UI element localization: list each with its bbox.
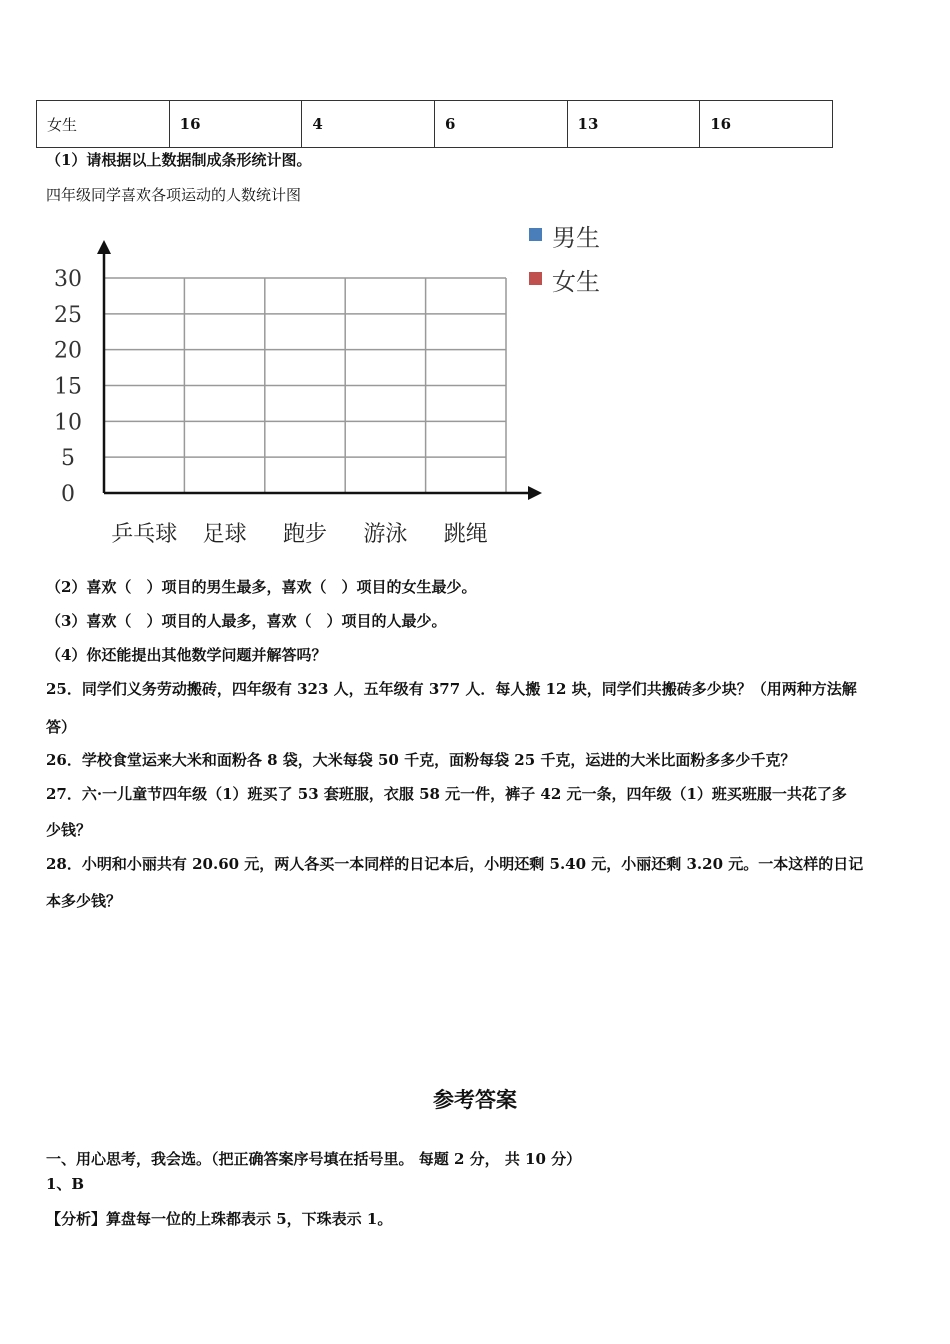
problem-25: 25．同学们义务劳动搬砖，四年级有 323 人，五年级有 377 人．每人搬 12 块，同学们共搬砖多少块？（用两种方法解 <box>46 680 857 698</box>
problem-27: 27．六·一儿童节四年级（1）班买了 53 套班服，衣服 58 元一件，裤子 42 元一条，四年级（1）班买班服一共花了多 <box>46 785 847 803</box>
y-tick-label: 30 <box>54 267 82 292</box>
problem-25-cont: 答） <box>46 718 77 736</box>
table-cell: 13 <box>567 101 700 148</box>
blank-bar-chart <box>0 0 950 570</box>
answers-section: 一、用心思考，我会选。（把正确答案序号填在括号里。 每题 2 分， 共 10 分） <box>46 1150 582 1168</box>
x-category-label: 游泳 <box>363 522 408 547</box>
legend-swatch <box>529 228 542 241</box>
y-tick-label: 10 <box>54 410 82 436</box>
y-tick-label: 15 <box>54 374 82 400</box>
y-tick-label: 5 <box>61 446 75 472</box>
answer-1: 1、B <box>46 1175 85 1193</box>
chart-title: 四年级同学喜欢各项运动的人数统计图 <box>46 186 302 204</box>
y-tick-label: 20 <box>54 338 82 364</box>
problem-28-cont: 本多少钱？ <box>46 892 122 910</box>
table-cell: 16 <box>169 101 302 148</box>
answer-analysis: 【分析】算盘每一位的上珠都表示 5，下珠表示 1。 <box>46 1210 393 1228</box>
table-cell: 4 <box>302 101 435 148</box>
problem-28: 28．小明和小丽共有 20.60 元，两人各买一本同样的日记本后，小明还剩 5.40 元，小丽还剩 3.20 元。一本这样的日记 <box>46 855 864 873</box>
legend-swatch <box>529 272 542 285</box>
x-category-label: 跑步 <box>282 522 328 547</box>
x-axis-arrow-icon <box>528 486 542 500</box>
legend-label: 女生 <box>552 268 600 296</box>
problem-26: 26．学校食堂运来大米和面粉各 8 袋，大米每袋 50 千克，面粉每袋 25 千克，运进的大米比面粉多多少千克？ <box>46 751 796 769</box>
y-axis-arrow-icon <box>97 240 111 254</box>
table-cell: 女生 <box>37 101 170 148</box>
x-category-label: 跳绳 <box>443 522 488 547</box>
question-3: （3）喜欢（ ）项目的人最多，喜欢（ ）项目的人最少。 <box>46 612 447 630</box>
answers-title: 参考答案 <box>433 1088 517 1112</box>
x-category-label: 足球 <box>202 522 247 547</box>
legend-label: 男生 <box>552 224 600 252</box>
question-1: （1）请根据以上数据制成条形统计图。 <box>46 151 312 169</box>
y-tick-label: 0 <box>61 482 75 507</box>
question-4: （4）你还能提出其他数学问题并解答吗？ <box>46 646 327 664</box>
table-cell: 16 <box>700 101 833 148</box>
problem-27-cont: 少钱？ <box>46 821 92 839</box>
y-tick-label: 25 <box>54 302 82 328</box>
table-cell: 6 <box>434 101 567 148</box>
x-category-label: 乒乓球 <box>111 522 178 547</box>
question-2: （2）喜欢（ ）项目的男生最多，喜欢（ ）项目的女生最少。 <box>46 578 477 596</box>
